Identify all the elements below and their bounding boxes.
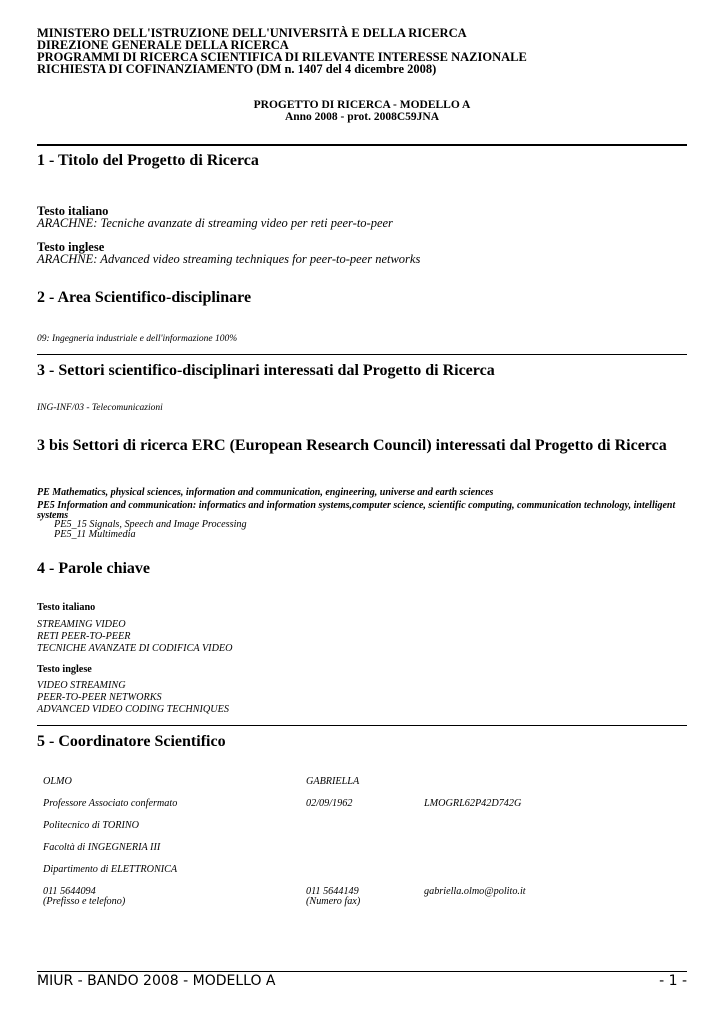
erc-pe5-11: PE5_11 Multimedia — [54, 529, 136, 540]
header-divider — [37, 144, 687, 146]
keyword-it-2: RETI PEER-TO-PEER — [37, 631, 131, 642]
section2-title: 2 - Area Scientifico-disciplinare — [37, 289, 252, 306]
coordinator-role: Professore Associato confermato — [43, 798, 178, 809]
title-italian-text: ARACHNE: Tecniche avanzate di streaming video per reti peer-to-peer — [37, 216, 393, 230]
coordinator-university: Politecnico di TORINO — [43, 820, 140, 831]
section4-divider — [37, 725, 687, 726]
keyword-en-2: PEER-TO-PEER NETWORKS — [37, 692, 162, 703]
keyword-it-1: STREAMING VIDEO — [37, 619, 126, 630]
coordinator-birth-date: 02/09/1962 — [306, 798, 353, 809]
coordinator-fax: 011 5644149 — [306, 886, 359, 897]
coordinator-name: GABRIELLA — [306, 776, 360, 787]
footer-divider — [37, 971, 687, 972]
erc-pe: PE Mathematics, physical sciences, information and communication, engineering, universe and earth sciences — [37, 487, 494, 498]
scientific-area: 09: Ingegneria industriale e dell'informazione 100% — [37, 334, 238, 344]
section2-divider — [37, 354, 687, 355]
section1-title: 1 - Titolo del Progetto di Ricerca — [37, 152, 259, 169]
title-english-text: ARACHNE: Advanced video streaming techniques for peer-to-peer networks — [37, 252, 421, 266]
scientific-sector: ING-INF/03 - Telecomunicazioni — [37, 403, 163, 413]
section4-title: 4 - Parole chiave — [37, 560, 151, 577]
erc-pe5-15: PE5_15 Signals, Speech and Image Processing — [54, 519, 247, 530]
coordinator-email: gabriella.olmo@polito.it — [424, 886, 526, 897]
coordinator-phone-label: (Prefisso e telefono) — [43, 896, 126, 907]
coordinator-fiscal-code: LMOGRL62P42D742G — [424, 798, 522, 809]
project-year-protocol: Anno 2008 - prot. 2008C59JNA — [284, 111, 440, 123]
coordinator-phone: 011 5644094 — [43, 886, 96, 897]
directorate-heading: DIREZIONE GENERALE DELLA RICERCA — [37, 38, 289, 52]
programme-heading: PROGRAMMI DI RICERCA SCIENTIFICA DI RILEVANTE INTERESSE NAZIONALE — [37, 50, 527, 64]
ministry-heading: MINISTERO DELL'ISTRUZIONE DELL'UNIVERSITÀ E DELLA RICERCA — [37, 26, 467, 40]
title-english-label: Testo inglese — [37, 240, 105, 254]
coordinator-department: Dipartimento di ELETTRONICA — [43, 864, 178, 875]
erc-pe5: PE5 Information and communication: informatics and information systems,computer science, scientific computing, communication technology, intelligent systems — [37, 500, 676, 521]
project-model-title: PROGETTO DI RICERCA - MODELLO A — [253, 99, 471, 111]
coordinator-fax-label: (Numero fax) — [306, 896, 361, 907]
footer-title: MIUR - BANDO 2008 - MODELLO A — [37, 973, 276, 989]
title-italian-label: Testo italiano — [37, 204, 109, 218]
coordinator-surname: OLMO — [43, 776, 72, 787]
section5-title: 5 - Coordinatore Scientifico — [37, 733, 226, 750]
section3bis-title: 3 bis Settori di ricerca ERC (European Research Council) interessati dal Progetto di Ricerca — [37, 437, 667, 454]
keywords-italian-label: Testo italiano — [37, 602, 96, 613]
page-number: - 1 - — [659, 973, 687, 989]
request-heading: RICHIESTA DI COFINANZIAMENTO (DM n. 1407 del 4 dicembre 2008) — [37, 62, 437, 76]
keyword-en-1: VIDEO STREAMING — [37, 680, 126, 691]
coordinator-faculty: Facoltà di INGEGNERIA III — [43, 842, 161, 853]
keyword-en-3: ADVANCED VIDEO CODING TECHNIQUES — [37, 704, 229, 715]
keyword-it-3: TECNICHE AVANZATE DI CODIFICA VIDEO — [37, 643, 233, 654]
section3-title: 3 - Settori scientifico-disciplinari interessati dal Progetto di Ricerca — [37, 362, 495, 379]
keywords-english-label: Testo inglese — [37, 664, 92, 675]
